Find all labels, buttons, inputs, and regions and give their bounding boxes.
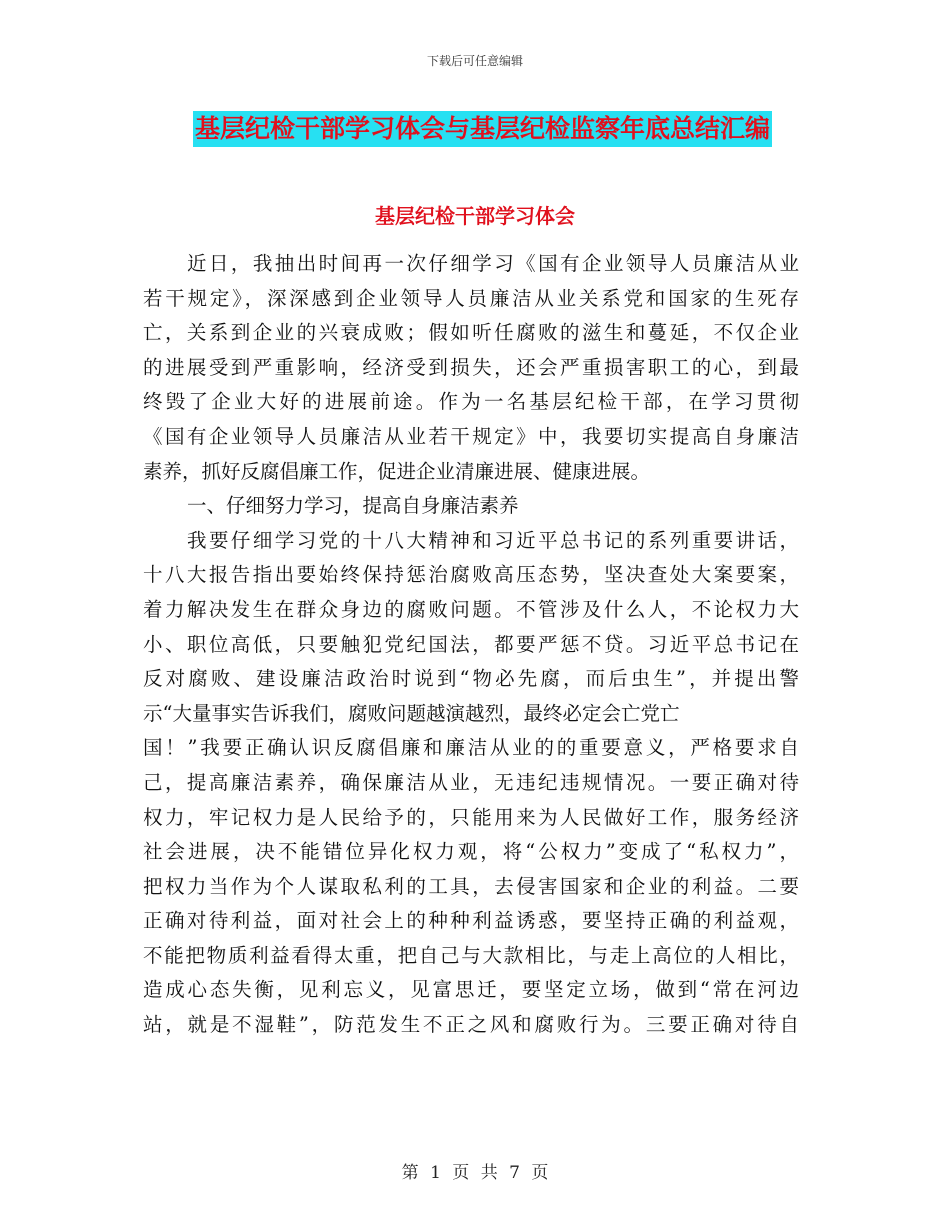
text-line: 国！”我要正确认识反腐倡廉和廉洁从业的的重要意义，严格要求自 <box>143 736 799 760</box>
text-line: 近日，我抽出时间再一次仔细学习《国有企业领导人员廉洁从业 <box>187 252 799 275</box>
text-line: 《国有企业领导人员廉洁从业若干规定》中，我要切实提高自身廉洁 <box>143 424 799 448</box>
text-line: 社会进展，决不能错位异化权力观，将“公权力”变成了“私权力”， <box>143 840 799 864</box>
text-line: 权力，牢记权力是人民给予的，只能用来为人民做好工作，服务经济 <box>143 805 799 829</box>
subheading: 一、仔细努力学习，提高自身廉洁素养 <box>187 494 519 518</box>
text-line: 正确对待利益，面对社会上的种种利益诱惑，要坚持正确的利益观， <box>143 909 799 933</box>
text-line: 终毁了企业大好的进展前途。作为一名基层纪检干部，在学习贯彻 <box>143 390 799 414</box>
page-header-note: 下载后可任意编辑 <box>426 54 523 68</box>
text-line: 素养，抓好反腐倡廉工作，促进企业清廉进展、健康进展。 <box>143 459 651 483</box>
text-line: 示“大量事实告诉我们，腐败问题越演越烈，最终必定会亡党亡 <box>143 701 680 725</box>
text-line: 着力解决发生在群众身边的腐败问题。不管涉及什么人，不论权力大 <box>143 597 799 621</box>
text-line: 我要仔细学习党的十八大精神和习近平总书记的系列重要讲话， <box>187 528 799 552</box>
text-line: 反对腐败、建设廉洁政治时说到“物必先腐，而后虫生”，并提出警 <box>143 667 799 691</box>
text-line: 造成心态失衡，见利忘义，见富思迁，要坚定立场，做到“常在河边 <box>143 978 799 1002</box>
text-line: 己，提高廉洁素养，确保廉洁从业，无违纪违规情况。一要正确对待 <box>143 770 799 794</box>
document-title: 基层纪检干部学习体会与基层纪检监察年底总结汇编 <box>193 111 772 147</box>
text-line: 若干规定》，深深感到企业领导人员廉洁从业关系党和国家的生死存 <box>143 286 799 310</box>
text-line: 的进展受到严重影响，经济受到损失，还会严重损害职工的心，到最 <box>143 355 799 379</box>
text-line: 不能把物质利益看得太重，把自己与大款相比，与走上高位的人相比， <box>143 943 799 967</box>
section-title: 基层纪检干部学习体会 <box>375 204 575 228</box>
text-line: 站，就是不湿鞋”，防范发生不正之风和腐败行为。三要正确对待自 <box>143 1013 799 1037</box>
text-line: 十八大报告指出要始终保持惩治腐败高压态势，坚决查处大案要案， <box>143 563 799 587</box>
body-text <box>143 247 799 1043</box>
text-line: 把权力当作为个人谋取私利的工具，去侵害国家和企业的利益。二要 <box>143 874 799 898</box>
text-line: 亡，关系到企业的兴衰成败；假如听任腐败的滋生和蔓延，不仅企业 <box>143 321 799 345</box>
text-line: 小、职位高低，只要触犯党纪国法，都要严惩不贷。习近平总书记在 <box>143 632 799 656</box>
page-number: 第 1 页 共 7 页 <box>401 1163 549 1183</box>
